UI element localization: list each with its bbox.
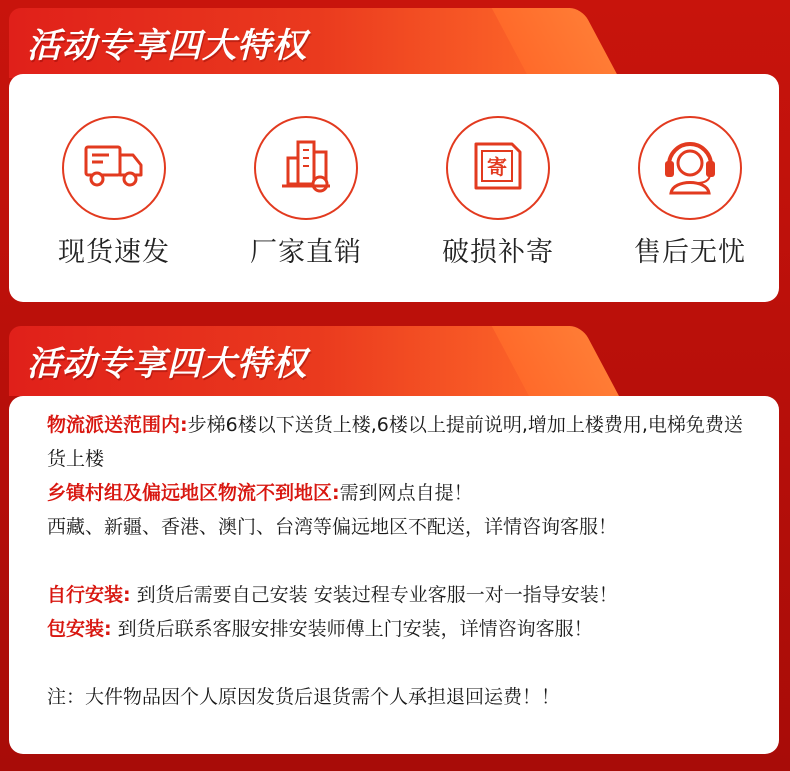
section-2-title: 活动专享四大特权 [27,344,307,384]
feature-circle [446,116,550,220]
full-install-text: 到货后联系客服安排安装师傅上门安装，详情咨询客服！ [111,618,593,640]
rural-pickup-line [47,476,747,510]
delivery-truck-icon [83,143,145,193]
feature-circle [254,116,358,220]
return-note-line: 注：大件物品因个人原因发货后退货需个人承担退回运费！！ [47,686,561,708]
feature-label: 破损补寄 [442,237,554,268]
feature-fast-shipping [39,116,189,269]
self-install-line [47,578,747,612]
feature-circle [638,116,742,220]
rural-pickup-label: 乡镇村组及偏远地区物流不到地区: [47,482,340,504]
mail-envelope-icon [470,138,526,198]
factory-buildings-icon [278,138,334,198]
feature-label: 现货速发 [58,237,170,268]
delivery-scope-text: 步梯6楼以下送货上楼,6楼以上提前说明,增加上楼费用,电梯免费送货上楼 [47,414,743,470]
feature-label: 厂家直销 [250,237,362,268]
privileges-section-1 [9,8,779,302]
full-install-label: 包安装: [47,618,112,640]
customer-service-headset-icon [659,135,721,201]
full-install-line [47,612,747,646]
feature-circle [62,116,166,220]
self-install-text: 到货后需要自己安装 安装过程专业客服一对一指导安装！ [130,584,618,606]
svg-text:寄: 寄 [487,155,507,179]
feature-label: 售后无忧 [634,237,746,268]
delivery-scope-label: 物流派送范围内: [47,414,188,436]
self-install-label: 自行安装: [47,584,131,606]
section-1-title: 活动专享四大特权 [27,26,307,66]
remote-regions-line: 西藏、新疆、香港、澳门、台湾等偏远地区不配送，详情咨询客服！ [47,516,618,538]
delivery-scope-line [47,408,747,476]
feature-after-sales [615,116,765,269]
feature-damage-resend [423,116,573,269]
rural-pickup-text: 需到网点自提！ [339,482,473,504]
shipping-policy-text [47,408,747,714]
feature-factory-direct [231,116,381,269]
